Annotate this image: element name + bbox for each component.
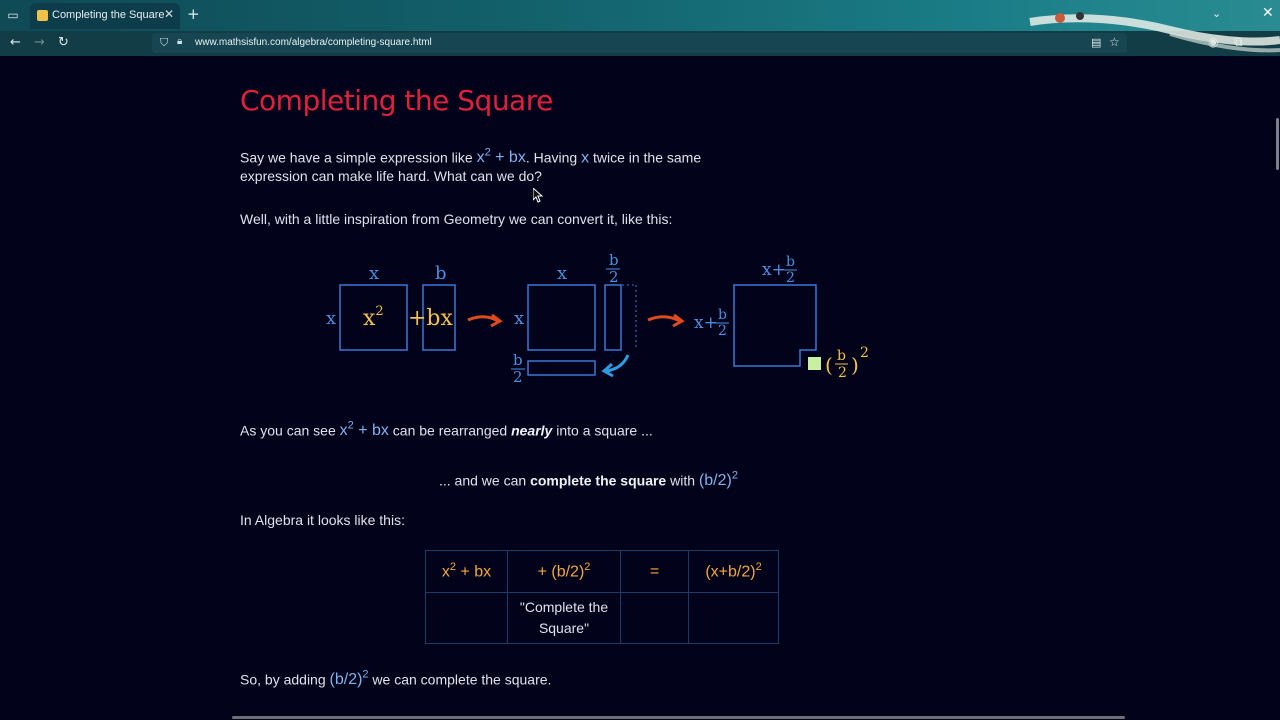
window-close-icon[interactable]: ✕ xyxy=(1262,5,1274,21)
paragraph-complete xyxy=(439,465,738,492)
svg-text:): ) xyxy=(851,353,859,377)
paragraph-geometry: Well, with a little inspiration from Geometry we can convert it, like this: xyxy=(240,211,673,227)
text: As you can see xyxy=(240,422,340,439)
text: twice in the same xyxy=(589,149,702,166)
account-icon[interactable]: ◉ xyxy=(1208,35,1219,49)
tab-list-icon[interactable]: ▭ xyxy=(7,8,19,22)
shield-icon[interactable]: ⛉ xyxy=(160,36,169,49)
cell-b2-squared: + $(b/2)^2$ xyxy=(508,551,621,593)
paragraph-conclusion xyxy=(240,664,551,691)
svg-text:2: 2 xyxy=(838,365,847,381)
chevron-down-icon[interactable]: ⌄ xyxy=(1212,7,1222,20)
cell-empty xyxy=(689,593,779,644)
cell-x2-bx: $x^2$ + bx xyxy=(426,551,508,593)
text: into a square ... xyxy=(552,422,653,439)
text: . Having xyxy=(525,149,582,166)
rotate-arrow-icon xyxy=(606,355,628,371)
missing-square xyxy=(808,357,821,370)
half-bx-rect-bottom xyxy=(528,361,595,375)
half-bx-rect-right xyxy=(605,285,621,350)
new-tab-icon[interactable]: + xyxy=(187,5,200,23)
cell-empty xyxy=(426,593,508,644)
emphasis-nearly: nearly xyxy=(511,422,553,439)
x-squared-label: $x^2$ xyxy=(363,304,384,331)
paragraph-algebra: In Algebra it looks like this: xyxy=(240,512,405,528)
vertical-scrollbar-thumb[interactable] xyxy=(1276,118,1279,170)
math-expression: $x^2$ + bx xyxy=(339,420,389,440)
text: Say we have a simple expression like xyxy=(240,149,477,166)
svg-text:2: 2 xyxy=(860,345,869,361)
b-half-squared-label: ( xyxy=(825,353,833,377)
plus-bx-label: +bx xyxy=(408,306,453,331)
cell-note: "Complete the Square" xyxy=(508,593,621,644)
label-x-plus-left: x+ xyxy=(694,313,718,333)
bookmark-star-icon[interactable]: ☆ xyxy=(1109,35,1120,49)
lock-icon[interactable]: 🔒︎ xyxy=(177,36,183,47)
label-x-plus-top: x+ xyxy=(762,260,786,280)
mouse-cursor-icon xyxy=(533,188,543,203)
label-x-top-2: x xyxy=(557,263,568,284)
svg-text:b: b xyxy=(837,348,846,364)
label-b-half-top: b xyxy=(609,251,619,269)
math-expression: $x^2$ + bx xyxy=(476,147,526,167)
label-two-left: 2 xyxy=(513,368,523,386)
math-expression: $(b/2)^2$ xyxy=(698,470,738,490)
label-x-left: x xyxy=(326,308,337,329)
text: we can complete the square. xyxy=(368,671,552,688)
extensions-icon[interactable]: ⧉ xyxy=(1234,35,1243,49)
text: with xyxy=(666,472,699,489)
url-text[interactable]: www.mathsisfun.com/algebra/completing-square.html xyxy=(195,37,432,48)
label-b-half-left: b xyxy=(513,351,523,369)
svg-text:2: 2 xyxy=(718,323,727,339)
label-x-left-2: x xyxy=(514,308,525,329)
label-two: 2 xyxy=(609,268,619,286)
tab-close-icon[interactable]: ✕ xyxy=(163,7,174,21)
tab-active[interactable] xyxy=(30,3,180,29)
nearly-square xyxy=(734,285,816,366)
text: So, by adding xyxy=(240,671,330,688)
reader-view-icon[interactable]: ▤ xyxy=(1091,36,1102,49)
label-x-top: x xyxy=(369,263,380,284)
text: ... and we can xyxy=(439,472,531,489)
forward-icon[interactable]: → xyxy=(34,35,45,50)
bold-complete-the-square: complete the square xyxy=(530,472,667,489)
svg-text:b: b xyxy=(786,254,795,270)
label-b-top: b xyxy=(435,263,447,284)
svg-text:2: 2 xyxy=(786,270,795,286)
page-title: Completing the Square xyxy=(240,84,553,117)
cell-empty xyxy=(621,593,689,644)
geometry-diagram xyxy=(300,245,900,395)
cell-result: $(x+b/2)^2$ xyxy=(689,551,779,593)
x-square-2 xyxy=(528,285,595,350)
tab-bar xyxy=(0,0,1280,31)
reload-icon[interactable]: ↻ xyxy=(58,35,69,50)
back-icon[interactable]: ← xyxy=(10,35,21,50)
math-expression: $(b/2)^2$ xyxy=(329,669,369,689)
horizontal-scrollbar[interactable] xyxy=(232,716,1125,719)
math-x: x xyxy=(581,149,590,167)
algebra-table xyxy=(425,550,779,644)
paragraph-rearranged xyxy=(240,415,653,442)
svg-text:b: b xyxy=(718,307,727,323)
favicon-icon xyxy=(37,10,48,21)
text: can be rearranged xyxy=(388,422,512,439)
tab-title: Completing the Square xyxy=(52,9,165,21)
cell-equals: = xyxy=(621,551,689,593)
paragraph-intro-line2: expression can make life hard. What can we do? xyxy=(240,168,542,184)
